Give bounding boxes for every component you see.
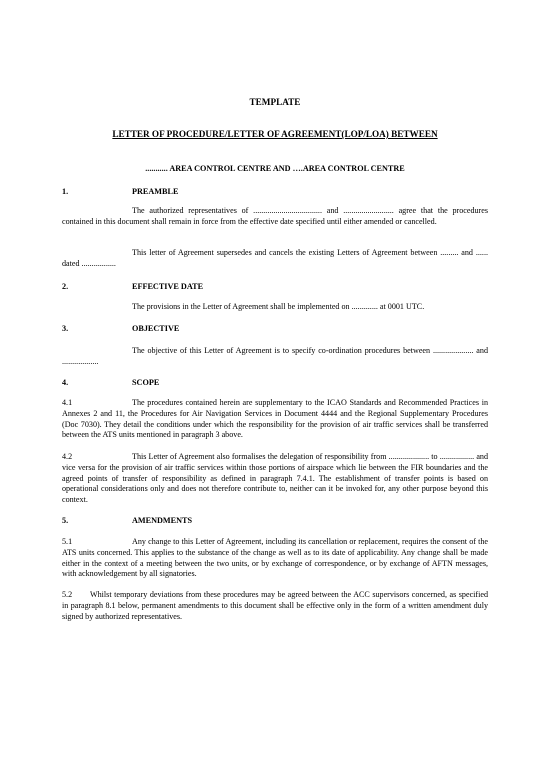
section-number: 1. (62, 187, 69, 196)
paragraph-number: 4.1 (62, 398, 73, 407)
paragraph-number: 5.2 (62, 590, 73, 599)
section-title: AMENDMENTS (132, 516, 193, 525)
section-number: 5. (62, 516, 69, 525)
paragraph-text: The objective of this Letter of Agreement is to specify co-ordination procedures between .................... and .................. (62, 346, 488, 366)
preamble-paragraph-2 (62, 248, 488, 270)
paragraph-text: Whilst temporary deviations from these procedures may be agreed between the ACC supervisors concerned, as specified in paragraph 8.1 below, permanent amendments to this document shall be effective only in the form of a written amendment duly signed by authorized representatives. (62, 590, 488, 621)
paragraph-text: The provisions in the Letter of Agreement shall be implemented on ............. at 0001 UTC. (132, 302, 425, 311)
paragraph-text: This Letter of Agreement also formalises the delegation of responsibility from .................... to ................. and vice versa for the provision of air traffic services within those portions of airspace which lie between the FIR boundaries and the agreed points of transfer of responsibility as defined in paragraph 7.4.1. The establishment of transfer points is based on operational considerations only and does not therefore contribute to, neither can it be invoked for, any other purpose beyond this context. (62, 452, 488, 505)
scope-paragraph-4-1 (62, 398, 488, 441)
section-title: OBJECTIVE (132, 324, 180, 333)
section-title: EFFECTIVE DATE (132, 282, 204, 291)
section-number: 4. (62, 378, 69, 387)
parties-line: ........... AREA CONTROL CENTRE AND ….AREA CONTROL CENTRE (145, 164, 405, 173)
effective-date-paragraph (62, 302, 488, 313)
paragraph-text: The procedures contained herein are supplementary to the ICAO Standards and Recommended Practices in Annexes 2 and 11, the Procedures for Air Navigation Services in Document 4444 and the Regional Supplementary Procedures (Doc 7030). They detail the conditions under which the responsibility for the provision of air traffic services shall be transferred between the ATS units mentioned in paragraph 3 above. (62, 398, 488, 440)
document-subtitle: LETTER OF PROCEDURE/LETTER OF AGREEMENT(LOP/LOA) BETWEEN (112, 129, 438, 139)
scope-paragraph-4-2 (62, 452, 488, 506)
document-title: TEMPLATE (249, 97, 301, 107)
paragraph-number: 5.1 (62, 537, 73, 546)
amendments-paragraph-5-1 (62, 537, 488, 580)
section-title: SCOPE (132, 378, 160, 387)
objective-paragraph (62, 346, 488, 368)
section-number: 2. (62, 282, 69, 291)
paragraph-text: Any change to this Letter of Agreement, including its cancellation or replacement, requires the consent of the ATS units concerned. This applies to the substance of the change as well as to its date of applicability. Any change shall be made either in the context of a meeting between the two units, or by exchange of correspondence, or by exchange of AFTN messages, with acknowledgement by all signatories. (62, 537, 488, 579)
section-title: PREAMBLE (132, 187, 179, 196)
paragraph-text: This letter of Agreement supersedes and cancels the existing Letters of Agreement between ......... and ...... dated ................. (62, 248, 488, 268)
paragraph-text: The authorized representatives of .................................. and ......................... agree that the procedures contained in this document shall remain in force from the effective date specified until either amended or cancelled. (62, 206, 488, 226)
preamble-paragraph-1 (62, 206, 488, 228)
section-number: 3. (62, 324, 69, 333)
paragraph-number: 4.2 (62, 452, 73, 461)
amendments-paragraph-5-2 (62, 590, 488, 622)
